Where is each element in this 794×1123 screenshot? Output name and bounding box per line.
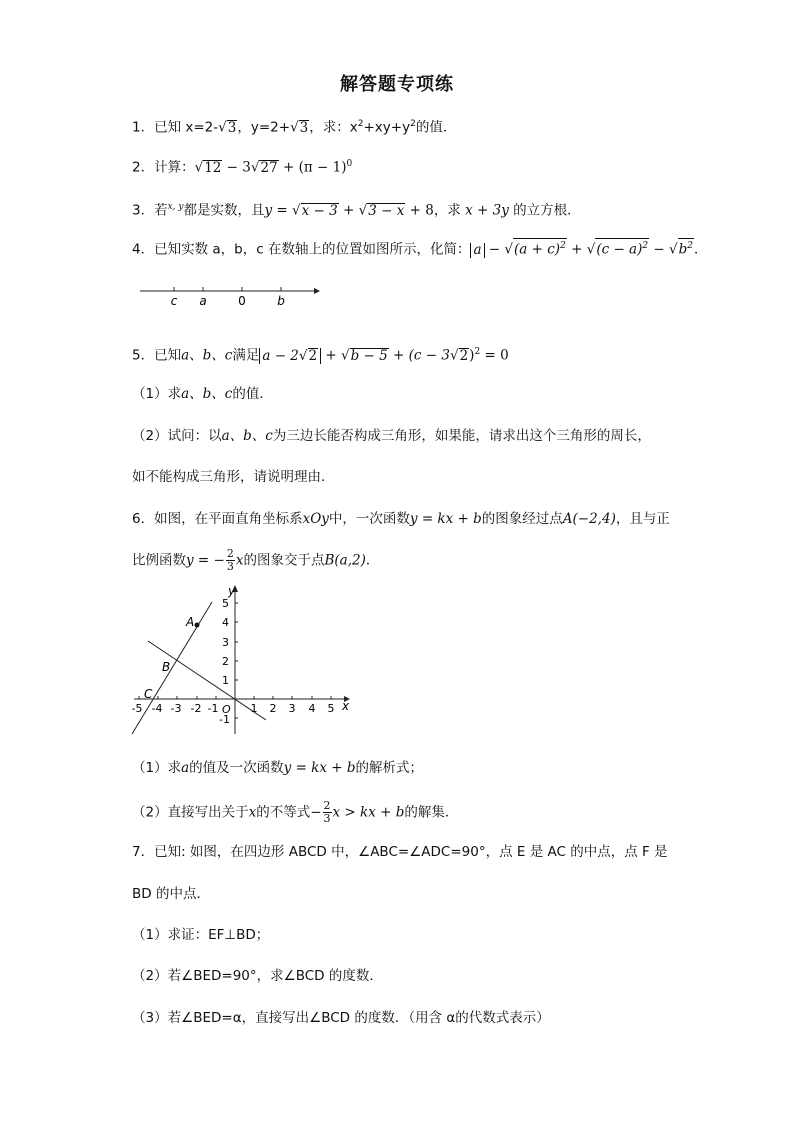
- question-7: 7．已知: 如图，在四边形 ABCD 中，∠ABC=∠ADC=90°，点 E 是 AC 的中点，点 F 是: [132, 844, 668, 860]
- arrow-right-icon: [314, 288, 320, 294]
- question-2: 2．计算：$√12 - 3√27 + (\pi - 1)^0$: [132, 159, 353, 176]
- point-b-label: B: [162, 660, 171, 674]
- svg-text:4: 4: [308, 702, 316, 715]
- question-7-line-2: BD 的中点．: [132, 886, 210, 902]
- question-7-part-2: （2）若∠BED=90°，求∠BCD 的度数．: [132, 968, 383, 984]
- svg-text:1: 1: [222, 674, 229, 687]
- label-c: c: [170, 294, 178, 308]
- y-axis-label: y: [228, 584, 236, 598]
- x-axis-label: x: [342, 699, 350, 713]
- svg-text:-2: -2: [190, 702, 202, 715]
- coordinate-graph: [128, 584, 358, 740]
- question-number: 5．: [132, 347, 155, 364]
- question-6-part-2: （2）直接写出关于x的不等式− $\frac{2}{3}$ x > kx + b的解集．: [132, 799, 459, 825]
- svg-text:-4: -4: [151, 702, 163, 715]
- page-title: 解答题专项练: [340, 74, 454, 95]
- point-a: [195, 623, 200, 628]
- label-zero: 0: [238, 294, 246, 308]
- svg-text:3: 3: [288, 702, 296, 715]
- question-5-part-1: （1）求a、b、c的值．: [132, 386, 273, 402]
- fraction: $\frac{2}{3}$: [323, 799, 331, 825]
- point-c-label: C: [144, 687, 153, 701]
- point-a-label: A: [186, 615, 195, 629]
- svg-text:2: 2: [222, 655, 229, 668]
- question-number: 3．: [132, 202, 155, 219]
- number-line-figure: [138, 282, 322, 308]
- svg-text:-1: -1: [207, 702, 219, 715]
- question-6-line-2: 比例函数y = − $\frac{2}{3}$ x的图象交于点B(a,2)．: [132, 547, 380, 573]
- question-6-part-1: （1）求a的值及一次函数y = kx + b的解析式；: [132, 760, 424, 776]
- svg-text:5: 5: [222, 597, 229, 610]
- label-b: b: [277, 294, 285, 308]
- question-5-part-2: （2）试问：以a、b、c为三边长能否构成三角形，如果能，请求出这个三角形的周长，: [132, 428, 651, 444]
- question-number: 4．: [132, 241, 155, 258]
- fraction: $\frac{2}{3}$: [226, 547, 234, 573]
- svg-text:-5: -5: [131, 702, 143, 715]
- question-number: 6．: [132, 511, 155, 527]
- question-number: 1．: [132, 119, 155, 136]
- question-5-part-2-cont: 如不能构成三角形，请说明理由．: [132, 469, 335, 485]
- question-4: 4．已知实数 a，b，c 在数轴上的位置如图所示，化简： $a - √(a + c)^2 + √(c - a)^2 - √b^2$．: [132, 238, 708, 260]
- question-number: 2．: [132, 159, 155, 176]
- sqrt-symbol: √: [218, 119, 227, 136]
- svg-text:-1: -1: [219, 713, 230, 726]
- question-7-part-1: （1）求证：EF⊥BD；: [132, 927, 270, 943]
- svg-text:1: 1: [250, 702, 258, 715]
- question-5: 5．已知a、b、c满足 $a - 2√2 + √b - 5 + (c - 3√2)^2 = 0$: [132, 347, 509, 364]
- origin-label: O: [222, 703, 231, 716]
- svg-text:-3: -3: [170, 702, 182, 715]
- question-1: 1．已知 x=2-√3，y=2+√3，求：$x^2+xy+y^2$的值．: [132, 119, 457, 136]
- label-a: a: [199, 294, 207, 308]
- x-tick-labels: [132, 702, 335, 715]
- question-7-part-3: （3）若∠BED=α，直接写出∠BCD 的度数．（用含 α的代数式表示）: [132, 1010, 550, 1026]
- svg-text:5: 5: [327, 702, 335, 715]
- svg-text:4: 4: [222, 616, 229, 629]
- svg-text:2: 2: [269, 702, 277, 715]
- question-6: 6．如图，在平面直角坐标系xOy中，一次函数y = kx + b的图象经过点A(−2,4)，且与正: [132, 511, 670, 527]
- sqrt-symbol: √: [290, 119, 299, 136]
- svg-text:3: 3: [222, 636, 229, 649]
- question-3: 3．若$^{x, y}$都是实数，且y = √x − 3 + √3 − x + 8，求 x + 3y 的立方根．: [132, 202, 581, 219]
